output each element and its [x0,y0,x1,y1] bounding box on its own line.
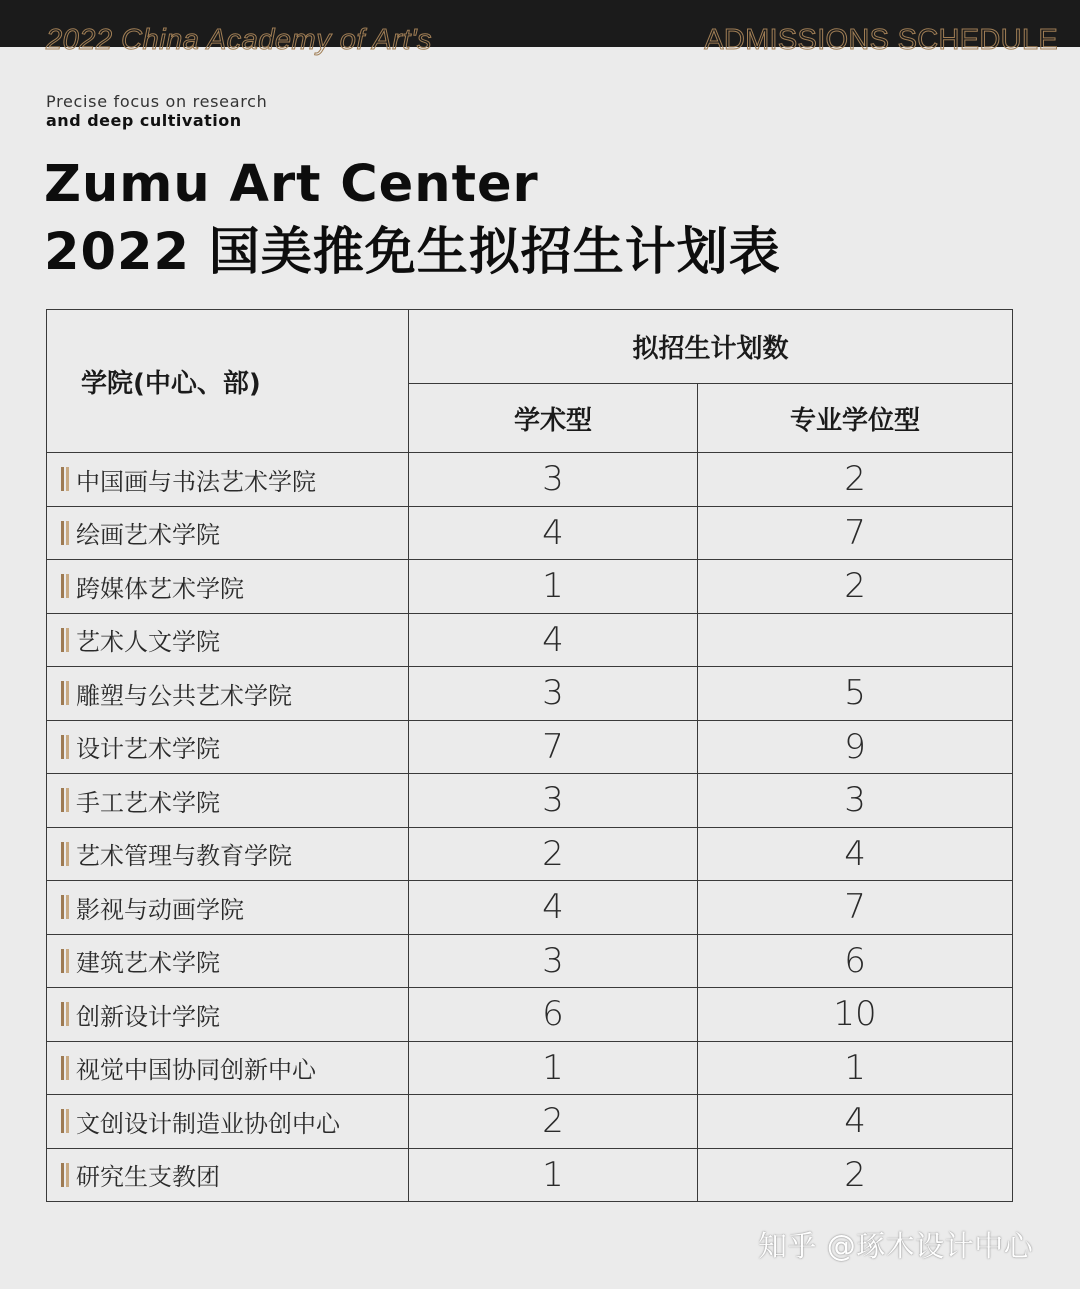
academic-count: 4 [409,881,698,935]
table-row [47,1095,1013,1149]
college-name: 研究生支教团 [76,1163,220,1192]
college-cell [47,1095,409,1149]
table-row [47,774,1013,828]
tagline-line2: and deep cultivation [46,111,242,130]
academic-count: 1 [409,560,698,614]
college-name: 建筑艺术学院 [76,949,220,978]
college-cell [47,453,409,507]
header-plan-count: 拟招生计划数 [409,310,1013,384]
academic-count: 3 [409,934,698,988]
watermark: 知乎 @琢木设计中心 [758,1229,1034,1263]
table-body [47,453,1013,1202]
academic-count: 6 [409,988,698,1042]
row-marker-icon [61,1002,69,1026]
professional-count: 7 [698,506,1013,560]
admissions-plan-table [46,309,1013,1202]
table-row [47,560,1013,614]
row-marker-icon [61,1109,69,1133]
professional-count: 7 [698,881,1013,935]
professional-count: 2 [698,453,1013,507]
tagline-line1: Precise focus on research [46,92,268,111]
table-row [47,720,1013,774]
row-marker-icon [61,949,69,973]
table-row [47,453,1013,507]
academic-count: 2 [409,1095,698,1149]
academic-count: 4 [409,613,698,667]
college-cell [47,934,409,988]
academic-count: 3 [409,453,698,507]
college-cell [47,613,409,667]
professional-count: 4 [698,1095,1013,1149]
professional-count: 2 [698,560,1013,614]
row-marker-icon [61,1056,69,1080]
table-row [47,613,1013,667]
college-name: 跨媒体艺术学院 [76,574,244,603]
college-name: 绘画艺术学院 [76,521,220,550]
table-row [47,1041,1013,1095]
academic-count: 3 [409,774,698,828]
page-title-line2: 2022 国美推免生拟招生计划表 [44,223,781,282]
professional-count: 2 [698,1148,1013,1202]
table-row [47,934,1013,988]
table-row [47,988,1013,1042]
professional-count: 5 [698,667,1013,721]
academic-count: 3 [409,667,698,721]
row-marker-icon [61,788,69,812]
college-cell [47,560,409,614]
professional-count [698,613,1013,667]
table-row [47,881,1013,935]
row-marker-icon [61,1163,69,1187]
college-cell [47,827,409,881]
college-cell [47,1041,409,1095]
professional-count: 3 [698,774,1013,828]
college-name: 雕塑与公共艺术学院 [76,681,292,710]
row-marker-icon [61,628,69,652]
header-right-text: ADMISSIONS SCHEDULE [704,24,1058,56]
row-marker-icon [61,842,69,866]
academic-count: 2 [409,827,698,881]
college-name: 创新设计学院 [76,1002,220,1031]
college-name: 视觉中国协同创新中心 [76,1056,316,1085]
college-cell [47,720,409,774]
header-professional: 专业学位型 [698,384,1013,453]
college-name: 设计艺术学院 [76,735,220,764]
header-college: 学院(中心、部) [47,310,409,453]
professional-count: 6 [698,934,1013,988]
college-name: 影视与动画学院 [76,895,244,924]
table-row [47,667,1013,721]
row-marker-icon [61,895,69,919]
college-name: 文创设计制造业协创中心 [76,1109,340,1138]
college-cell [47,988,409,1042]
header-academic: 学术型 [409,384,698,453]
row-marker-icon [61,521,69,545]
academic-count: 4 [409,506,698,560]
college-cell [47,506,409,560]
professional-count: 1 [698,1041,1013,1095]
college-name: 艺术人文学院 [76,628,220,657]
college-cell [47,774,409,828]
header-left-text: 2022 China Academy of Art's [46,24,433,56]
college-name: 中国画与书法艺术学院 [76,467,316,496]
academic-count: 7 [409,720,698,774]
row-marker-icon [61,681,69,705]
table-row [47,1148,1013,1202]
college-cell [47,667,409,721]
college-cell [47,1148,409,1202]
row-marker-icon [61,467,69,491]
professional-count: 10 [698,988,1013,1042]
professional-count: 9 [698,720,1013,774]
row-marker-icon [61,735,69,759]
academic-count: 1 [409,1148,698,1202]
college-name: 艺术管理与教育学院 [76,842,292,871]
professional-count: 4 [698,827,1013,881]
college-cell [47,881,409,935]
college-name: 手工艺术学院 [76,788,220,817]
page-title-line1: Zumu Art Center [44,155,539,214]
table-row [47,827,1013,881]
row-marker-icon [61,574,69,598]
academic-count: 1 [409,1041,698,1095]
table-row [47,506,1013,560]
